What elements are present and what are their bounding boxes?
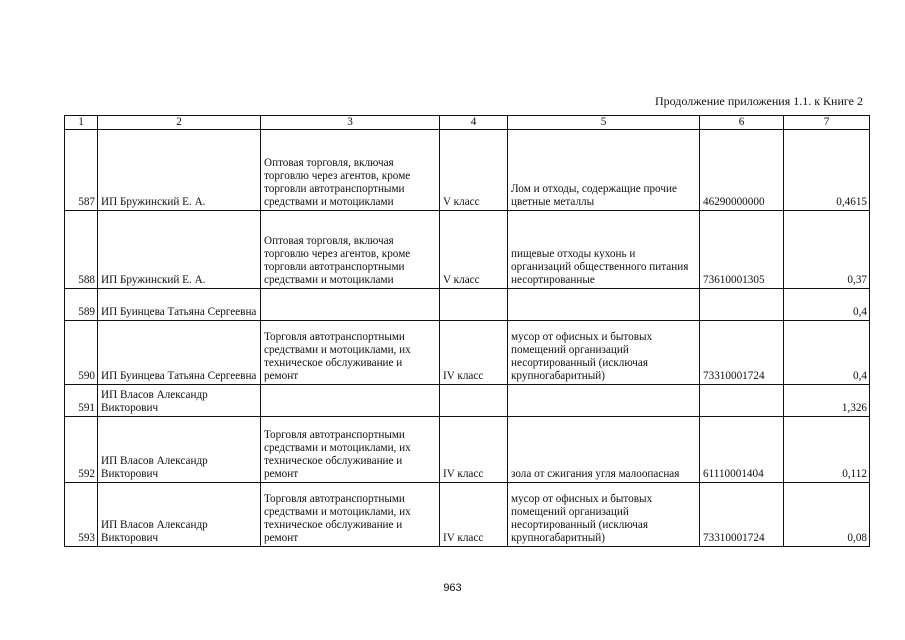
column-header: 6 (700, 116, 784, 130)
waste-amount: 0,112 (784, 417, 870, 483)
waste-code: 46290000000 (700, 130, 784, 211)
table-row (65, 417, 870, 483)
activity-type: Торговля автотранспортными средствами и мотоциклами, их техническое обслуживание и ремонт (261, 417, 440, 483)
waste-amount: 0,4 (784, 321, 870, 385)
organization-name: ИП Бружинский Е. А. (98, 211, 261, 289)
waste-amount: 0,4615 (784, 130, 870, 211)
activity-type: Оптовая торговля, включая торговлю через агентов, кроме торговли автотранспортными средствами и мотоциклами (261, 211, 440, 289)
hazard-class (440, 385, 508, 417)
row-number: 589 (65, 289, 98, 321)
waste-amount: 0,4 (784, 289, 870, 321)
row-number: 590 (65, 321, 98, 385)
table-caption: Продолжение приложения 1.1. к Книге 2 (654, 94, 863, 108)
table-row (65, 289, 870, 321)
waste-type (508, 385, 700, 417)
table-row (65, 211, 870, 289)
column-header: 4 (440, 116, 508, 130)
table-row (65, 385, 870, 417)
organization-name: ИП Власов Александр Викторович (98, 483, 261, 547)
hazard-class: V класс (440, 130, 508, 211)
table-row (65, 130, 870, 211)
header-row (65, 116, 870, 130)
activity-type (261, 385, 440, 417)
row-number: 592 (65, 417, 98, 483)
column-header: 1 (65, 116, 98, 130)
column-header: 3 (261, 116, 440, 130)
waste-type (508, 289, 700, 321)
waste-code: 73610001305 (700, 211, 784, 289)
waste-type: зола от сжигания угля малоопасная (508, 417, 700, 483)
hazard-class: IV класс (440, 483, 508, 547)
activity-type (261, 289, 440, 321)
waste-type: пищевые отходы кухонь и организаций общественного питания несортированные (508, 211, 700, 289)
waste-code: 61110001404 (700, 417, 784, 483)
row-number: 587 (65, 130, 98, 211)
hazard-class: V класс (440, 211, 508, 289)
row-number: 593 (65, 483, 98, 547)
waste-amount: 0,08 (784, 483, 870, 547)
organization-name: ИП Бружинский Е. А. (98, 130, 261, 211)
table-row (65, 321, 870, 385)
table-row (65, 483, 870, 547)
hazard-class (440, 289, 508, 321)
waste-type: Лом и отходы, содержащие прочие цветные металлы (508, 130, 700, 211)
organization-name: ИП Власов Александр Викторович (98, 417, 261, 483)
waste-amount: 1,326 (784, 385, 870, 417)
organization-name: ИП Власов Александр Викторович (98, 385, 261, 417)
waste-code: 73310001724 (700, 321, 784, 385)
row-number: 591 (65, 385, 98, 417)
organization-name: ИП Буинцева Татьяна Сергеевна (98, 321, 261, 385)
organization-name: ИП Буинцева Татьяна Сергеевна (98, 289, 261, 321)
waste-amount: 0,37 (784, 211, 870, 289)
waste-code (700, 385, 784, 417)
hazard-class: IV класс (440, 417, 508, 483)
column-header: 5 (508, 116, 700, 130)
page-number: 963 (443, 582, 462, 594)
waste-type: мусор от офисных и бытовых помещений организаций несортированный (исключая крупногабаритный) (508, 483, 700, 547)
waste-type: мусор от офисных и бытовых помещений организаций несортированный (исключая крупногабаритный) (508, 321, 700, 385)
column-header: 2 (98, 116, 261, 130)
waste-register-table (64, 115, 870, 547)
column-header: 7 (784, 116, 870, 130)
row-number: 588 (65, 211, 98, 289)
activity-type: Оптовая торговля, включая торговлю через агентов, кроме торговли автотранспортными средствами и мотоциклами (261, 130, 440, 211)
waste-code (700, 289, 784, 321)
activity-type: Торговля автотранспортными средствами и мотоциклами, их техническое обслуживание и ремонт (261, 483, 440, 547)
activity-type: Торговля автотранспортными средствами и мотоциклами, их техническое обслуживание и ремонт (261, 321, 440, 385)
waste-code: 73310001724 (700, 483, 784, 547)
hazard-class: IV класс (440, 321, 508, 385)
